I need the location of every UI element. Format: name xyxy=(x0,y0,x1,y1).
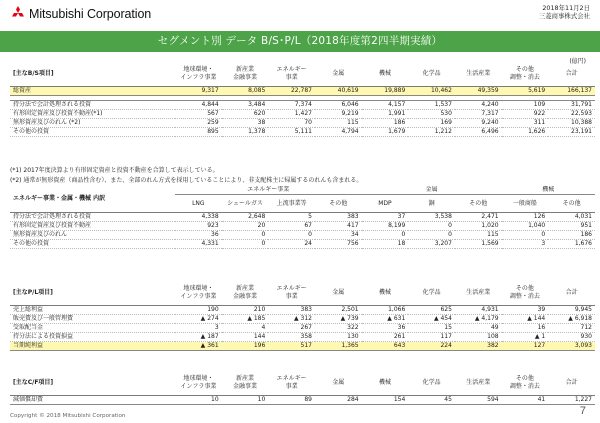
table-cell: 24 xyxy=(268,239,315,248)
table-cell: 39 xyxy=(502,305,549,314)
table-cell: 4 xyxy=(222,323,269,332)
table-cell: 22,593 xyxy=(548,109,595,118)
column-header: 機械 xyxy=(362,63,409,86)
table-cell: 4,794 xyxy=(315,127,362,136)
table-cell: 923 xyxy=(175,221,222,230)
table-cell: 130 xyxy=(315,332,362,341)
table-cell: 3,538 xyxy=(408,212,455,221)
table-cell: ▲ 187 xyxy=(175,332,222,341)
table-cell: 10,462 xyxy=(408,86,455,95)
table-cell: 625 xyxy=(408,305,455,314)
table-cell: 382 xyxy=(455,341,502,350)
table-row xyxy=(10,314,595,323)
table-cell: 7,374 xyxy=(268,100,315,109)
table-row xyxy=(10,341,595,350)
table-row xyxy=(10,127,595,136)
row-label: 持分法で会計処理される投資 xyxy=(10,212,175,221)
table-cell: 37 xyxy=(362,212,409,221)
table-cell: 417 xyxy=(315,221,362,230)
row-label: 無形資産及びのれん xyxy=(10,230,175,239)
table-cell: ▲ 454 xyxy=(408,314,455,323)
group-header-metals: 金属 xyxy=(362,186,502,194)
table-cell: 186 xyxy=(548,230,595,239)
table-cell: 712 xyxy=(548,323,595,332)
table-cell: ▲ 739 xyxy=(315,314,362,323)
column-header: 化学品 xyxy=(408,282,455,305)
row-label: 販売費及び一般管理費 xyxy=(10,314,175,323)
column-header: LNG xyxy=(175,194,222,212)
column-header: 化学品 xyxy=(408,63,455,86)
table-cell: 1,040 xyxy=(502,221,549,230)
table-cell: 895 xyxy=(175,127,222,136)
table-cell: 3,093 xyxy=(548,341,595,350)
table-cell: 1,066 xyxy=(362,305,409,314)
table-cell: 2,648 xyxy=(222,212,269,221)
section-label: [主なC/F項目] xyxy=(10,372,175,395)
column-header: 新産業 金融事業 xyxy=(222,372,269,395)
column-header: 上流事業等 xyxy=(268,194,315,212)
table-row xyxy=(10,323,595,332)
page-number: 7 xyxy=(579,405,586,417)
table-cell: 1,378 xyxy=(222,127,269,136)
column-header: 合計 xyxy=(548,63,595,86)
table-cell: ▲ 4,179 xyxy=(455,314,502,323)
table-cell: 115 xyxy=(455,230,502,239)
table-cell: ▲ 185 xyxy=(222,314,269,323)
group-header-energy: エネルギー事業 xyxy=(175,186,362,194)
table-cell: 3 xyxy=(175,323,222,332)
company-logo xyxy=(10,6,151,21)
segment-breakdown-table xyxy=(10,186,595,249)
table-cell: 190 xyxy=(175,305,222,314)
table-cell: 70 xyxy=(268,118,315,127)
column-header: 新産業 金融事業 xyxy=(222,282,269,305)
table-cell: 41 xyxy=(502,395,549,404)
table-row xyxy=(10,305,595,314)
row-label: 当期純利益 xyxy=(10,341,175,350)
table-row xyxy=(10,86,595,95)
table-cell: 0 xyxy=(222,230,269,239)
table-cell: 4,240 xyxy=(455,100,502,109)
table-cell: 18 xyxy=(362,239,409,248)
table-cell: 4,338 xyxy=(175,212,222,221)
footnote-2: (*2) 通常が無形資産（商品性含む）、また、全部のれん方式を採用していることにより、非支配株主に帰属するのれんも含まれる。 xyxy=(10,176,363,184)
table-cell: 9,317 xyxy=(175,86,222,95)
table-cell: 10 xyxy=(175,395,222,404)
table-row xyxy=(10,212,595,221)
column-header: シェールガス xyxy=(222,194,269,212)
table-cell: 530 xyxy=(408,109,455,118)
table-cell: 517 xyxy=(268,341,315,350)
table-cell: 1,427 xyxy=(268,109,315,118)
table-cell: ▲ 312 xyxy=(268,314,315,323)
row-label: 売上総利益 xyxy=(10,305,175,314)
table-cell: 1,991 xyxy=(362,109,409,118)
table-cell: 284 xyxy=(315,395,362,404)
column-header: 金属 xyxy=(315,372,362,395)
table-cell: 126 xyxy=(502,212,549,221)
table-cell: 5,619 xyxy=(502,86,549,95)
table-cell: 0 xyxy=(408,230,455,239)
section-label: [主なP/L項目] xyxy=(10,282,175,305)
copyright: Copyright © 2018 Mitsubishi Corporation xyxy=(10,413,126,419)
table-cell: 1,569 xyxy=(455,239,502,248)
table-cell: ▲ 631 xyxy=(362,314,409,323)
table-cell: 267 xyxy=(268,323,315,332)
table-cell: 40,619 xyxy=(315,86,362,95)
page-header xyxy=(0,0,600,30)
bs-table xyxy=(10,63,595,137)
table-cell: 34 xyxy=(315,230,362,239)
table-row xyxy=(10,230,595,239)
column-header: 生活産業 xyxy=(455,282,502,305)
table-row xyxy=(10,332,595,341)
table-cell: 108 xyxy=(455,332,502,341)
table-row xyxy=(10,118,595,127)
three-diamonds-icon xyxy=(10,6,26,21)
table-cell: 643 xyxy=(362,341,409,350)
column-header: 化学品 xyxy=(408,372,455,395)
table-cell: 0 xyxy=(502,230,549,239)
pl-table xyxy=(10,282,595,351)
table-cell: 117 xyxy=(408,332,455,341)
header-meta xyxy=(539,4,590,20)
table-cell: 383 xyxy=(315,212,362,221)
column-header: 地球環境・ インフラ事業 xyxy=(175,372,222,395)
table-cell: 3,207 xyxy=(408,239,455,248)
row-label: 持分法で会計処理される投資 xyxy=(10,100,175,109)
table-cell: 6,496 xyxy=(455,127,502,136)
unit-label: (億円) xyxy=(569,58,586,65)
column-header: 合計 xyxy=(548,282,595,305)
table-cell: 210 xyxy=(222,305,269,314)
column-header: 生活産業 xyxy=(455,372,502,395)
table-cell: 7,317 xyxy=(455,109,502,118)
group-header-machinery: 機械 xyxy=(502,186,595,194)
table-cell: ▲ 6,918 xyxy=(548,314,595,323)
table-cell: 5 xyxy=(268,212,315,221)
footnote-1: (*1) 2017年度決算より有形固定資産と投資不動産を合算して表示している。 xyxy=(10,167,219,174)
table-cell: 259 xyxy=(175,118,222,127)
table-cell: 951 xyxy=(548,221,595,230)
table-cell: 358 xyxy=(268,332,315,341)
table-cell: ▲ 274 xyxy=(175,314,222,323)
table-cell: 15 xyxy=(408,323,455,332)
table-cell: 4,157 xyxy=(362,100,409,109)
table-cell: 1,537 xyxy=(408,100,455,109)
table-cell: 31,791 xyxy=(548,100,595,109)
table-cell: 20 xyxy=(222,221,269,230)
column-header: 生活産業 xyxy=(455,63,502,86)
table-row xyxy=(10,109,595,118)
column-header: エネルギー 事業 xyxy=(268,282,315,305)
table-row xyxy=(10,239,595,248)
table-cell: 2,471 xyxy=(455,212,502,221)
column-header: 銅 xyxy=(408,194,455,212)
table-cell: 154 xyxy=(362,395,409,404)
table-cell: 22,787 xyxy=(268,86,315,95)
table-cell: ▲ 144 xyxy=(502,314,549,323)
table-cell: 0 xyxy=(408,221,455,230)
table-row xyxy=(10,395,595,404)
table-cell: 1,227 xyxy=(548,395,595,404)
row-label: 持分法による投資損益 xyxy=(10,332,175,341)
table-cell: 4,331 xyxy=(175,239,222,248)
table-cell: 49 xyxy=(455,323,502,332)
table-cell: 67 xyxy=(268,221,315,230)
table-cell: 261 xyxy=(362,332,409,341)
table-cell: 4,031 xyxy=(548,212,595,221)
table-cell: 127 xyxy=(502,341,549,350)
table-cell: 383 xyxy=(268,305,315,314)
table-cell: 186 xyxy=(362,118,409,127)
table-cell: 9,219 xyxy=(315,109,362,118)
table-cell: 1,679 xyxy=(362,127,409,136)
column-header: MDP xyxy=(362,194,409,212)
table-cell: 1,626 xyxy=(502,127,549,136)
column-header: 合計 xyxy=(548,372,595,395)
section-label: [主なB/S項目] xyxy=(10,63,175,86)
page-title: セグメント別 データ B/S･P/L（2018年度第2四半期実績） xyxy=(0,31,600,52)
company-name: Mitsubishi Corporation xyxy=(29,6,152,21)
table-cell: 6,046 xyxy=(315,100,362,109)
table-cell: 567 xyxy=(175,109,222,118)
table-cell: 23,191 xyxy=(548,127,595,136)
column-header: 機械 xyxy=(362,282,409,305)
table-row xyxy=(10,221,595,230)
table-cell: 144 xyxy=(222,332,269,341)
table-cell: 9,240 xyxy=(455,118,502,127)
column-header: その他 xyxy=(315,194,362,212)
column-header: 地球環境・ インフラ事業 xyxy=(175,63,222,86)
table-cell: 1,676 xyxy=(548,239,595,248)
table-cell: 196 xyxy=(222,341,269,350)
table-cell: 1,365 xyxy=(315,341,362,350)
table-cell: 922 xyxy=(502,109,549,118)
table-cell: 0 xyxy=(362,230,409,239)
column-header: その他 xyxy=(455,194,502,212)
row-label: その他の投資 xyxy=(10,239,175,248)
table-cell: 45 xyxy=(408,395,455,404)
column-header: 一般商船 xyxy=(502,194,549,212)
row-label: 有形固定資産及び投資不動産 xyxy=(10,221,175,230)
table-cell: 49,359 xyxy=(455,86,502,95)
table-cell: 19,889 xyxy=(362,86,409,95)
table-cell: 3 xyxy=(502,239,549,248)
table-cell: 36 xyxy=(175,230,222,239)
breakdown-label: エネルギー事業・金属・機械 内訳 xyxy=(10,186,175,212)
table-cell: 594 xyxy=(455,395,502,404)
table-cell: 0 xyxy=(268,230,315,239)
table-cell: 4,931 xyxy=(455,305,502,314)
table-cell: 4,844 xyxy=(175,100,222,109)
table-cell: 36 xyxy=(362,323,409,332)
table-cell: 16 xyxy=(502,323,549,332)
company-name-jp: 三菱商事株式会社 xyxy=(538,12,590,20)
column-header: 機械 xyxy=(362,372,409,395)
footnotes xyxy=(10,166,362,185)
cf-table xyxy=(10,372,595,405)
column-header: その他 xyxy=(548,194,595,212)
table-cell: 930 xyxy=(548,332,595,341)
table-cell: 1,212 xyxy=(408,127,455,136)
table-cell: 756 xyxy=(315,239,362,248)
row-label: その他の投資 xyxy=(10,127,175,136)
table-cell: 115 xyxy=(315,118,362,127)
table-cell: 311 xyxy=(502,118,549,127)
table-cell: 169 xyxy=(408,118,455,127)
column-header: その他 調整・消去 xyxy=(502,372,549,395)
row-label: 無形資産及びのれん (*2) xyxy=(10,118,175,127)
table-cell: 0 xyxy=(222,239,269,248)
row-label: 減価償却費 xyxy=(10,395,175,404)
table-cell: 1,020 xyxy=(455,221,502,230)
table-cell: 9,945 xyxy=(548,305,595,314)
column-header: エネルギー 事業 xyxy=(268,63,315,86)
column-header: その他 調整・消去 xyxy=(502,63,549,86)
table-cell: ▲ 361 xyxy=(175,341,222,350)
table-cell: 322 xyxy=(315,323,362,332)
table-cell: 3,484 xyxy=(222,100,269,109)
table-cell: 89 xyxy=(268,395,315,404)
column-header: 新産業 金融事業 xyxy=(222,63,269,86)
column-header: その他 調整・消去 xyxy=(502,282,549,305)
table-cell: 10 xyxy=(222,395,269,404)
table-cell: 109 xyxy=(502,100,549,109)
table-cell: 8,085 xyxy=(222,86,269,95)
table-cell: 166,137 xyxy=(548,86,595,95)
column-header: 地球環境・ インフラ事業 xyxy=(175,282,222,305)
table-row xyxy=(10,100,595,109)
table-cell: 8,199 xyxy=(362,221,409,230)
column-header: エネルギー 事業 xyxy=(268,372,315,395)
table-cell: ▲ 1 xyxy=(502,332,549,341)
row-label: 総資産 xyxy=(10,86,175,95)
table-cell: 10,388 xyxy=(548,118,595,127)
table-cell: 620 xyxy=(222,109,269,118)
table-cell: 38 xyxy=(222,118,269,127)
column-header: 金属 xyxy=(315,63,362,86)
row-label: 受取配当金 xyxy=(10,323,175,332)
row-label: 有形固定資産及び投資不動産(*1) xyxy=(10,109,175,118)
column-header: 金属 xyxy=(315,282,362,305)
table-cell: 224 xyxy=(408,341,455,350)
report-date: 2018年11月2日 xyxy=(542,4,590,12)
table-cell: 5,111 xyxy=(268,127,315,136)
table-cell: 2,501 xyxy=(315,305,362,314)
